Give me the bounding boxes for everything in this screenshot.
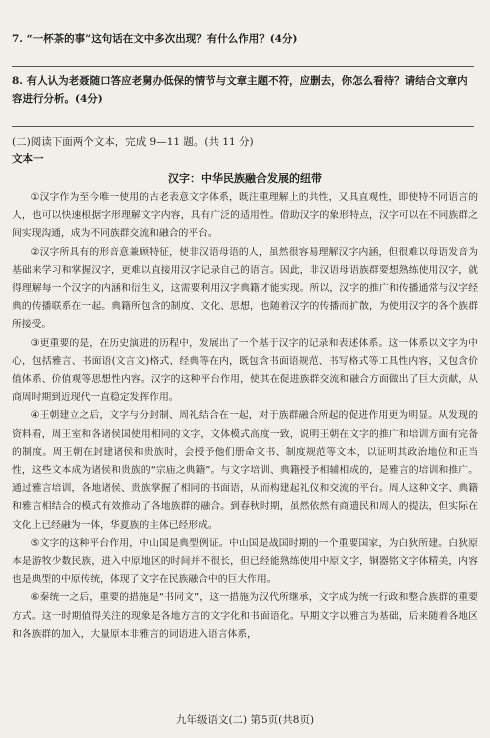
paragraph-2: ②汉字所具有的形音意兼顾特征，使非汉语母语的人，虽然很容易理解汉字内涵，但很难以母语发音为基础来学习和掌握汉字，更难以直接用汉字记录自己的语言。因此，非汉语母语族群要想熟练使用汉字，就得理解每一个汉字的内涵和衍生义，这需要利用汉字典籍才能实现。所以，汉字的推广和传播通常与汉字经典的传播联系在一起。典籍所包含的制度、文化、思想，也随着汉字的传播而扩散，为使用汉字的各个族群所接受。 — [12, 246, 478, 331]
answer-line-q8 — [12, 126, 474, 127]
section-heading: (二)阅读下面两个文本，完成 9—11 题。(共 11 分) — [12, 136, 254, 148]
paragraph-3: ③更重要的是，在历史演进的历程中，发展出了一个基于汉字的记录和表述体系。这一体系以文字为中心，包括雅言、书面语(文言文)格式、经典等在内，既包含书面语规范、书写格式等工具性内容，又包含价值体系、价值观等思想性内容。汉字的这种平台作用，使其在促进族群交流和融合方面做出了巨大贡献，从商周时期到近现代一直稳定发挥作用。 — [12, 337, 478, 404]
text-label: 文本一 — [12, 153, 44, 165]
paragraph-6: ⑥秦统一之后，重要的措施是“书同文”，这一措施为汉代所继承，文字成为统一行政和整合族群的重要方式。这一时期值得关注的现象是各地方言的文字化和书面语化。早期文字以雅言为基础，后来随着各地区和各族群的加入，大量原本非雅言的词语进入语言体系， — [12, 592, 478, 640]
answer-line-q7 — [12, 66, 474, 67]
page-footer: 九年级语文(二) 第5页(共8页) — [175, 714, 315, 726]
paragraph-1: ①汉字作为至今唯一使用的古老表意文字体系，既注重理解上的共性，又具直观性，即使特不同语言的人，也可以快速根据字形理解文字内容，具有广泛的适用性。借助汉字的象形特点，汉字可以在不同族群之间实现沟通，成为不同族群交流和融合的平台。 — [12, 192, 478, 240]
article-body — [12, 189, 478, 644]
question-7: 7. “一杯茶的事”这句话在文中多次出现？有什么作用？(4分) — [12, 33, 298, 45]
article-title: 汉字：中华民族融合发展的纽带 — [168, 172, 322, 185]
paragraph-4: ④王朝建立之后，文字与分封制、周礼结合在一起，对于族群融合所起的促进作用更为明显。从发现的资料看，周王室和各诸侯国使用相同的文字，文体模式高度一致，说明王朝在文字的推广和培训方面有完备的制度。周王朝在封建诸侯和贵族时，会授予他们册命文书、制度规范等文本，以证明其政治地位和正当性，这些文本成为诸侯和贵族的“宗庙之典籍”。与文字培训、典籍授予相辅相成的，是雅言的培训和推广。通过雅言培训，各地诸侯、贵族掌握了相同的书面语，从而构建起礼仪和交流的平台。周人这种文字、典籍和雅言相结合的模式有效推动了各地族群的融合。到春秋时期，虽然依然有商遗民和周人的提法，但实际在文化上已经融为一体，华夏族的主体已经形成。 — [12, 410, 478, 531]
paragraph-5: ⑤文字的这种平台作用，中山国是典型例证。中山国是战国时期的一个重要国家，为白狄所建。白狄原本是游牧少数民族，进入中原地区的时间并不很长，但已经能熟练使用中原文字，铜器铭文字体精美，内容也是典型的中原传统，体现了文字在民族融合中的巨大作用。 — [12, 537, 478, 586]
question-8: 8. 有人认为老聂随口答应老舅办低保的情节与文章主题不符，应删去，你怎么看待？请结合文章内容进行分析。(4分) — [12, 75, 468, 105]
